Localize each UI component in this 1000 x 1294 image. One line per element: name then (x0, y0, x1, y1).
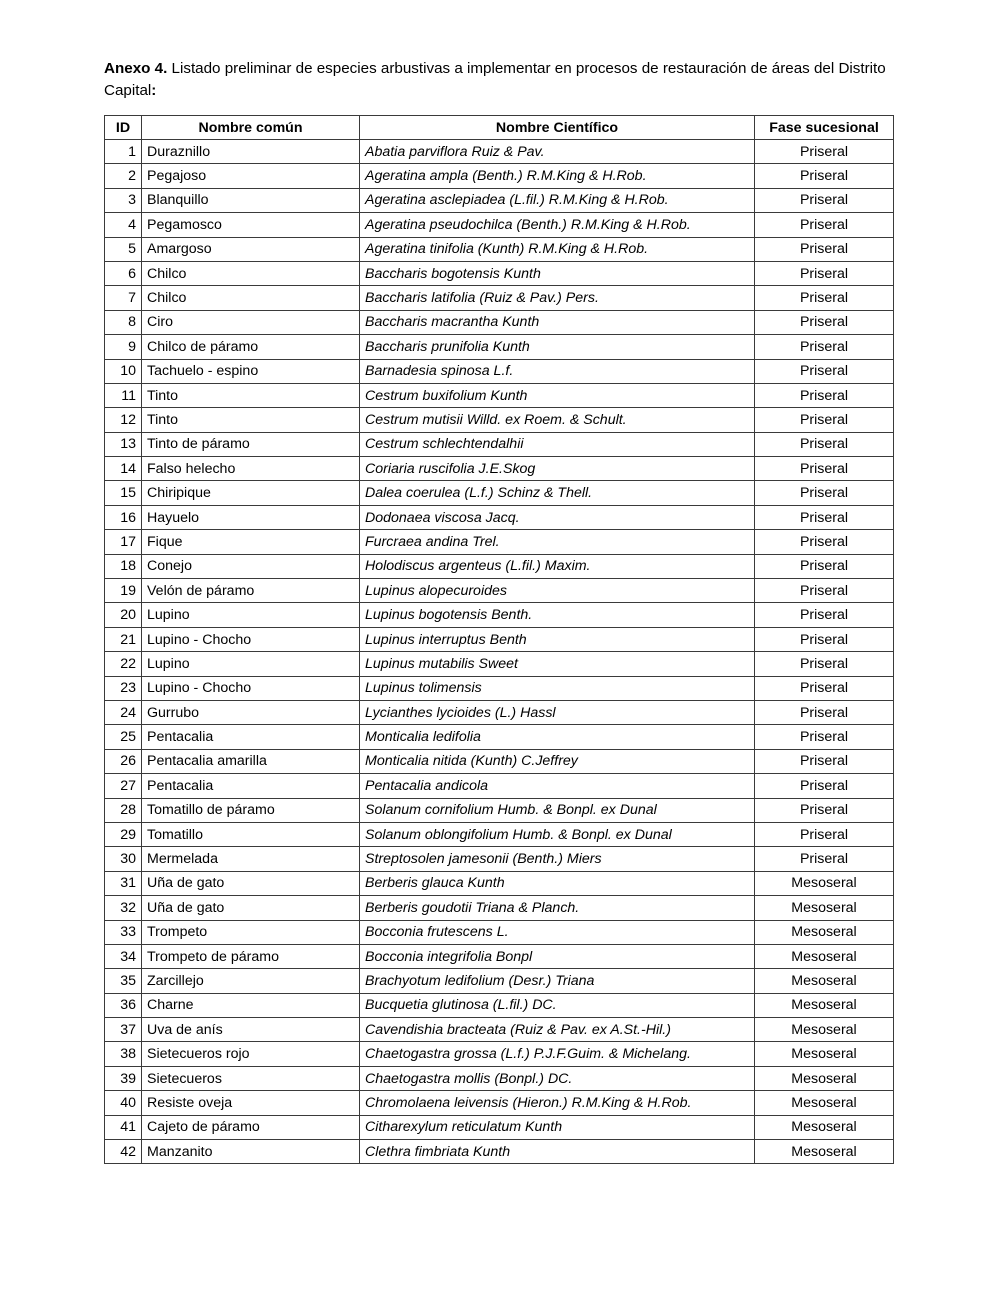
cell-successional-phase: Mesoseral (755, 1018, 894, 1042)
cell-common-name: Lupino - Chocho (142, 627, 360, 651)
table-body (105, 140, 894, 1164)
cell-successional-phase: Mesoseral (755, 1042, 894, 1066)
cell-successional-phase: Mesoseral (755, 896, 894, 920)
table-row (105, 140, 894, 164)
cell-successional-phase: Mesoseral (755, 1115, 894, 1139)
table-caption (104, 58, 904, 102)
cell-successional-phase: Priseral (755, 798, 894, 822)
cell-successional-phase: Priseral (755, 457, 894, 481)
cell-scientific-name: Dalea coerulea (L.f.) Schinz & Thell. (360, 481, 755, 505)
cell-successional-phase: Mesoseral (755, 1091, 894, 1115)
cell-scientific-name: Streptosolen jamesonii (Benth.) Miers (360, 847, 755, 871)
table-row (105, 261, 894, 285)
table-row (105, 164, 894, 188)
table-row (105, 481, 894, 505)
cell-common-name: Charne (142, 993, 360, 1017)
cell-scientific-name: Ageratina pseudochilca (Benth.) R.M.King & H.Rob. (360, 213, 755, 237)
cell-common-name: Pegamosco (142, 213, 360, 237)
cell-scientific-name: Dodonaea viscosa Jacq. (360, 505, 755, 529)
cell-successional-phase: Priseral (755, 749, 894, 773)
header-successional-phase: Fase sucesional (755, 116, 894, 140)
cell-common-name: Chiripique (142, 481, 360, 505)
cell-successional-phase: Priseral (755, 579, 894, 603)
cell-successional-phase: Priseral (755, 164, 894, 188)
cell-successional-phase: Priseral (755, 286, 894, 310)
cell-common-name: Tinto de páramo (142, 432, 360, 456)
cell-common-name: Lupino - Chocho (142, 676, 360, 700)
cell-scientific-name: Monticalia nitida (Kunth) C.Jeffrey (360, 749, 755, 773)
cell-id: 35 (105, 969, 142, 993)
cell-successional-phase: Priseral (755, 627, 894, 651)
cell-common-name: Trompeto (142, 920, 360, 944)
cell-scientific-name: Bocconia frutescens L. (360, 920, 755, 944)
cell-common-name: Tinto (142, 408, 360, 432)
table-row (105, 798, 894, 822)
cell-successional-phase: Mesoseral (755, 871, 894, 895)
cell-successional-phase: Priseral (755, 603, 894, 627)
cell-scientific-name: Clethra fimbriata Kunth (360, 1140, 755, 1164)
cell-common-name: Fique (142, 530, 360, 554)
cell-id: 34 (105, 944, 142, 968)
cell-common-name: Hayuelo (142, 505, 360, 529)
cell-successional-phase: Priseral (755, 530, 894, 554)
cell-scientific-name: Lupinus bogotensis Benth. (360, 603, 755, 627)
cell-common-name: Mermelada (142, 847, 360, 871)
cell-common-name: Uva de anís (142, 1018, 360, 1042)
table-row (105, 993, 894, 1017)
cell-common-name: Uña de gato (142, 871, 360, 895)
table-row (105, 335, 894, 359)
header-row (105, 116, 894, 140)
cell-common-name: Chilco (142, 286, 360, 310)
cell-successional-phase: Priseral (755, 652, 894, 676)
cell-successional-phase: Mesoseral (755, 993, 894, 1017)
cell-common-name: Uña de gato (142, 896, 360, 920)
cell-scientific-name: Brachyotum ledifolium (Desr.) Triana (360, 969, 755, 993)
cell-id: 10 (105, 359, 142, 383)
cell-scientific-name: Monticalia ledifolia (360, 725, 755, 749)
cell-scientific-name: Solanum oblongifolium Humb. & Bonpl. ex Dunal (360, 822, 755, 846)
cell-common-name: Chilco de páramo (142, 335, 360, 359)
cell-scientific-name: Cestrum mutisii Willd. ex Roem. & Schult. (360, 408, 755, 432)
cell-scientific-name: Furcraea andina Trel. (360, 530, 755, 554)
cell-common-name: Conejo (142, 554, 360, 578)
cell-successional-phase: Mesoseral (755, 920, 894, 944)
table-row (105, 554, 894, 578)
cell-successional-phase: Priseral (755, 700, 894, 724)
cell-common-name: Pegajoso (142, 164, 360, 188)
cell-id: 26 (105, 749, 142, 773)
cell-id: 38 (105, 1042, 142, 1066)
cell-common-name: Manzanito (142, 1140, 360, 1164)
cell-scientific-name: Barnadesia spinosa L.f. (360, 359, 755, 383)
table-row (105, 944, 894, 968)
table-row (105, 969, 894, 993)
cell-id: 31 (105, 871, 142, 895)
cell-id: 40 (105, 1091, 142, 1115)
table-row (105, 871, 894, 895)
table-row (105, 700, 894, 724)
table-row (105, 627, 894, 651)
cell-id: 37 (105, 1018, 142, 1042)
cell-scientific-name: Coriaria ruscifolia J.E.Skog (360, 457, 755, 481)
cell-scientific-name: Holodiscus argenteus (L.fil.) Maxim. (360, 554, 755, 578)
cell-common-name: Tomatillo (142, 822, 360, 846)
cell-common-name: Pentacalia (142, 774, 360, 798)
table-row (105, 847, 894, 871)
table-row (105, 188, 894, 212)
table-row (105, 676, 894, 700)
cell-successional-phase: Priseral (755, 383, 894, 407)
cell-scientific-name: Citharexylum reticulatum Kunth (360, 1115, 755, 1139)
cell-scientific-name: Baccharis bogotensis Kunth (360, 261, 755, 285)
table-row (105, 1115, 894, 1139)
cell-scientific-name: Cavendishia bracteata (Ruiz & Pav. ex A.St.-Hil.) (360, 1018, 755, 1042)
cell-scientific-name: Cestrum schlechtendalhii (360, 432, 755, 456)
cell-id: 23 (105, 676, 142, 700)
cell-id: 15 (105, 481, 142, 505)
cell-scientific-name: Pentacalia andicola (360, 774, 755, 798)
cell-successional-phase: Priseral (755, 237, 894, 261)
cell-id: 1 (105, 140, 142, 164)
cell-successional-phase: Priseral (755, 213, 894, 237)
cell-common-name: Sietecueros rojo (142, 1042, 360, 1066)
table-row (105, 920, 894, 944)
cell-scientific-name: Baccharis latifolia (Ruiz & Pav.) Pers. (360, 286, 755, 310)
cell-scientific-name: Lupinus interruptus Benth (360, 627, 755, 651)
cell-id: 24 (105, 700, 142, 724)
header-common-name: Nombre común (142, 116, 360, 140)
cell-id: 27 (105, 774, 142, 798)
cell-scientific-name: Abatia parviflora Ruiz & Pav. (360, 140, 755, 164)
cell-scientific-name: Ageratina tinifolia (Kunth) R.M.King & H.Rob. (360, 237, 755, 261)
cell-id: 16 (105, 505, 142, 529)
cell-id: 11 (105, 383, 142, 407)
cell-scientific-name: Lupinus alopecuroides (360, 579, 755, 603)
cell-scientific-name: Baccharis macrantha Kunth (360, 310, 755, 334)
table-row (105, 603, 894, 627)
table-row (105, 286, 894, 310)
cell-successional-phase: Priseral (755, 310, 894, 334)
cell-id: 42 (105, 1140, 142, 1164)
header-id: ID (105, 116, 142, 140)
table-row (105, 725, 894, 749)
cell-id: 14 (105, 457, 142, 481)
cell-scientific-name: Chaetogastra mollis (Bonpl.) DC. (360, 1066, 755, 1090)
cell-id: 20 (105, 603, 142, 627)
cell-common-name: Sietecueros (142, 1066, 360, 1090)
cell-id: 22 (105, 652, 142, 676)
cell-common-name: Tomatillo de páramo (142, 798, 360, 822)
cell-common-name: Cajeto de páramo (142, 1115, 360, 1139)
cell-successional-phase: Priseral (755, 359, 894, 383)
cell-common-name: Amargoso (142, 237, 360, 261)
cell-scientific-name: Ageratina asclepiadea (L.fil.) R.M.King & H.Rob. (360, 188, 755, 212)
cell-common-name: Pentacalia (142, 725, 360, 749)
table-row (105, 432, 894, 456)
cell-id: 8 (105, 310, 142, 334)
table-row (105, 822, 894, 846)
table-row (105, 383, 894, 407)
cell-common-name: Lupino (142, 652, 360, 676)
cell-scientific-name: Bucquetia glutinosa (L.fil.) DC. (360, 993, 755, 1017)
cell-common-name: Duraznillo (142, 140, 360, 164)
cell-scientific-name: Berberis goudotii Triana & Planch. (360, 896, 755, 920)
cell-id: 3 (105, 188, 142, 212)
cell-successional-phase: Priseral (755, 505, 894, 529)
cell-successional-phase: Priseral (755, 432, 894, 456)
caption-text: Listado preliminar de especies arbustivas a implementar en procesos de restauración de áreas del Distrito Capital (104, 60, 886, 99)
cell-successional-phase: Priseral (755, 481, 894, 505)
table-row (105, 579, 894, 603)
cell-successional-phase: Priseral (755, 140, 894, 164)
cell-successional-phase: Priseral (755, 554, 894, 578)
cell-scientific-name: Chromolaena leivensis (Hieron.) R.M.King & H.Rob. (360, 1091, 755, 1115)
cell-id: 18 (105, 554, 142, 578)
cell-id: 29 (105, 822, 142, 846)
cell-id: 2 (105, 164, 142, 188)
cell-scientific-name: Berberis glauca Kunth (360, 871, 755, 895)
cell-common-name: Chilco (142, 261, 360, 285)
cell-common-name: Tinto (142, 383, 360, 407)
cell-id: 19 (105, 579, 142, 603)
table-row (105, 749, 894, 773)
cell-scientific-name: Bocconia integrifolia Bonpl (360, 944, 755, 968)
cell-common-name: Pentacalia amarilla (142, 749, 360, 773)
cell-id: 21 (105, 627, 142, 651)
cell-successional-phase: Priseral (755, 335, 894, 359)
cell-common-name: Gurrubo (142, 700, 360, 724)
cell-successional-phase: Mesoseral (755, 1066, 894, 1090)
cell-scientific-name: Lycianthes lycioides (L.) Hassl (360, 700, 755, 724)
cell-scientific-name: Chaetogastra grossa (L.f.) P.J.F.Guim. & Michelang. (360, 1042, 755, 1066)
cell-successional-phase: Priseral (755, 676, 894, 700)
table-row (105, 310, 894, 334)
caption-end: : (151, 82, 157, 99)
cell-scientific-name: Solanum cornifolium Humb. & Bonpl. ex Dunal (360, 798, 755, 822)
cell-id: 13 (105, 432, 142, 456)
table-row (105, 237, 894, 261)
table-row (105, 505, 894, 529)
cell-id: 6 (105, 261, 142, 285)
cell-id: 39 (105, 1066, 142, 1090)
table-row (105, 1018, 894, 1042)
cell-common-name: Trompeto de páramo (142, 944, 360, 968)
cell-successional-phase: Priseral (755, 261, 894, 285)
cell-scientific-name: Lupinus tolimensis (360, 676, 755, 700)
cell-successional-phase: Priseral (755, 408, 894, 432)
cell-id: 5 (105, 237, 142, 261)
cell-id: 12 (105, 408, 142, 432)
table-row (105, 896, 894, 920)
table-row (105, 1042, 894, 1066)
cell-common-name: Falso helecho (142, 457, 360, 481)
table-row (105, 359, 894, 383)
cell-id: 41 (105, 1115, 142, 1139)
table-row (105, 652, 894, 676)
cell-successional-phase: Mesoseral (755, 944, 894, 968)
cell-id: 28 (105, 798, 142, 822)
cell-scientific-name: Cestrum buxifolium Kunth (360, 383, 755, 407)
cell-common-name: Tachuelo - espino (142, 359, 360, 383)
cell-scientific-name: Lupinus mutabilis Sweet (360, 652, 755, 676)
cell-common-name: Lupino (142, 603, 360, 627)
cell-scientific-name: Ageratina ampla (Benth.) R.M.King & H.Rob. (360, 164, 755, 188)
cell-id: 36 (105, 993, 142, 1017)
cell-id: 25 (105, 725, 142, 749)
table-row (105, 774, 894, 798)
cell-id: 32 (105, 896, 142, 920)
cell-common-name: Ciro (142, 310, 360, 334)
table-row (105, 457, 894, 481)
table-row (105, 1091, 894, 1115)
cell-common-name: Blanquillo (142, 188, 360, 212)
cell-id: 30 (105, 847, 142, 871)
cell-successional-phase: Priseral (755, 725, 894, 749)
table-row (105, 213, 894, 237)
table-row (105, 1066, 894, 1090)
species-table (104, 115, 894, 1164)
cell-successional-phase: Mesoseral (755, 969, 894, 993)
cell-id: 9 (105, 335, 142, 359)
cell-common-name: Resiste oveja (142, 1091, 360, 1115)
header-scientific-name: Nombre Científico (360, 116, 755, 140)
table-row (105, 408, 894, 432)
cell-common-name: Zarcillejo (142, 969, 360, 993)
cell-id: 17 (105, 530, 142, 554)
cell-successional-phase: Priseral (755, 774, 894, 798)
cell-common-name: Velón de páramo (142, 579, 360, 603)
cell-successional-phase: Priseral (755, 188, 894, 212)
cell-id: 33 (105, 920, 142, 944)
table-row (105, 530, 894, 554)
table-row (105, 1140, 894, 1164)
cell-scientific-name: Baccharis prunifolia Kunth (360, 335, 755, 359)
cell-successional-phase: Priseral (755, 847, 894, 871)
cell-id: 7 (105, 286, 142, 310)
cell-id: 4 (105, 213, 142, 237)
caption-label: Anexo 4. (104, 60, 168, 77)
cell-successional-phase: Mesoseral (755, 1140, 894, 1164)
cell-successional-phase: Priseral (755, 822, 894, 846)
